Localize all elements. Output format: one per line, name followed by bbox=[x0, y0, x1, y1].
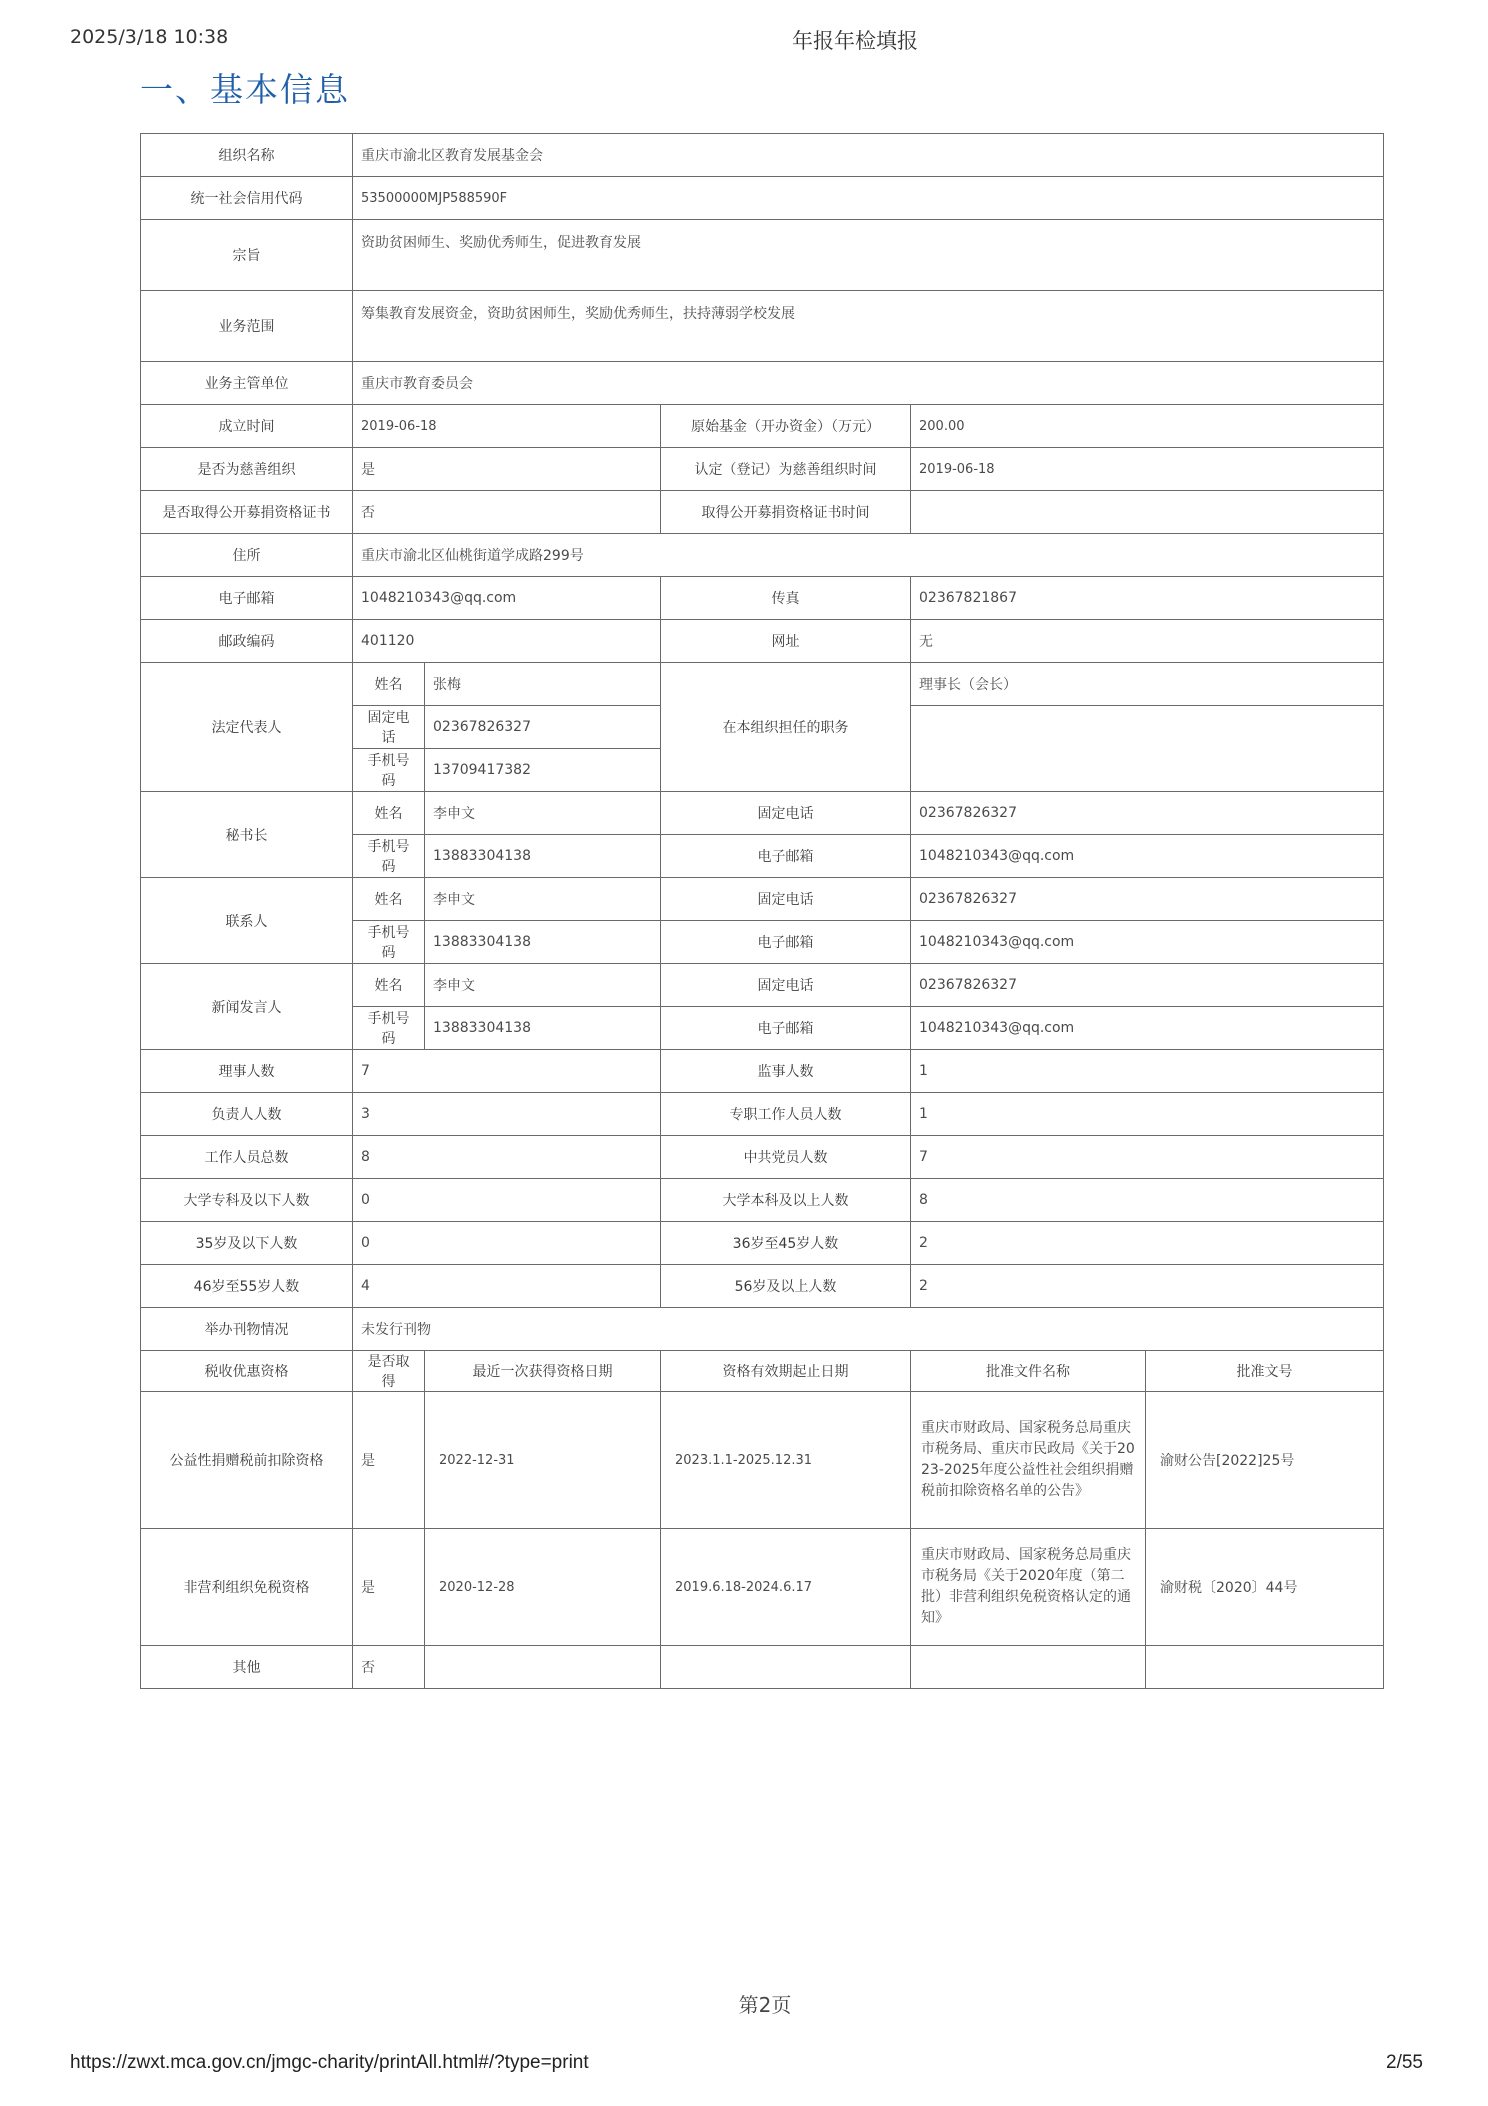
label-supervisor: 业务主管单位 bbox=[141, 362, 353, 405]
label-secretary: 秘书长 bbox=[141, 792, 353, 878]
value-position-blank bbox=[911, 706, 1384, 792]
tax-row-document: 重庆市财政局、国家税务总局重庆市税务局《关于2020年度（第二批）非营利组织免税资格认定的通知》 bbox=[911, 1529, 1146, 1646]
label-secretary-mobile: 手机号码 bbox=[353, 835, 425, 878]
table-row bbox=[141, 1093, 1384, 1136]
value-charity-date: 2019-06-18 bbox=[911, 448, 1384, 491]
value-founded: 2019-06-18 bbox=[353, 405, 661, 448]
value-supervisors: 1 bbox=[911, 1050, 1384, 1093]
table-row bbox=[141, 1179, 1384, 1222]
value-spokesperson-mobile: 13883304138 bbox=[425, 1007, 661, 1050]
value-directors: 7 bbox=[353, 1050, 661, 1093]
table-row bbox=[141, 1136, 1384, 1179]
label-spokesperson-name: 姓名 bbox=[353, 964, 425, 1007]
label-fulltime: 专职工作人员人数 bbox=[661, 1093, 911, 1136]
value-purpose: 资助贫困师生、奖励优秀师生，促进教育发展 bbox=[353, 220, 1384, 291]
label-supervisors: 监事人数 bbox=[661, 1050, 911, 1093]
tax-row-obtained: 否 bbox=[353, 1646, 425, 1689]
tax-header-obtained: 是否取得 bbox=[353, 1351, 425, 1392]
value-age-35-below: 0 bbox=[353, 1222, 661, 1265]
label-legal-rep-mobile: 手机号码 bbox=[353, 749, 425, 792]
value-fax: 02367821867 bbox=[911, 577, 1384, 620]
label-legal-rep-name: 姓名 bbox=[353, 663, 425, 706]
table-row bbox=[141, 620, 1384, 663]
tax-row-validity: 2019.6.18-2024.6.17 bbox=[661, 1529, 911, 1646]
label-below-college: 大学专科及以下人数 bbox=[141, 1179, 353, 1222]
label-fax: 传真 bbox=[661, 577, 911, 620]
tax-row-document bbox=[911, 1646, 1146, 1689]
tax-row-obtained: 是 bbox=[353, 1392, 425, 1529]
label-contact: 联系人 bbox=[141, 878, 353, 964]
tax-row-doc-no bbox=[1146, 1646, 1384, 1689]
value-scope: 筹集教育发展资金，资助贫困师生，奖励优秀师生，扶持薄弱学校发展 bbox=[353, 291, 1384, 362]
label-address: 住所 bbox=[141, 534, 353, 577]
value-email: 1048210343@qq.com bbox=[353, 577, 661, 620]
label-spokesperson-email: 电子邮箱 bbox=[661, 1007, 911, 1050]
label-org-name: 组织名称 bbox=[141, 134, 353, 177]
label-contact-landline: 固定电话 bbox=[661, 878, 911, 921]
tax-row-name: 其他 bbox=[141, 1646, 353, 1689]
value-address: 重庆市渝北区仙桃街道学成路299号 bbox=[353, 534, 1384, 577]
tax-header-document: 批准文件名称 bbox=[911, 1351, 1146, 1392]
tax-row-latest-date: 2022-12-31 bbox=[425, 1392, 661, 1529]
table-row bbox=[141, 448, 1384, 491]
value-party-members: 7 bbox=[911, 1136, 1384, 1179]
table-row bbox=[141, 291, 1384, 362]
tax-header-row bbox=[141, 1351, 1384, 1392]
value-staff-total: 8 bbox=[353, 1136, 661, 1179]
tax-row-name: 非营利组织免税资格 bbox=[141, 1529, 353, 1646]
label-spokesperson-landline: 固定电话 bbox=[661, 964, 911, 1007]
label-party-members: 中共党员人数 bbox=[661, 1136, 911, 1179]
tax-row-latest-date: 2020-12-28 bbox=[425, 1529, 661, 1646]
value-leaders: 3 bbox=[353, 1093, 661, 1136]
label-secretary-name: 姓名 bbox=[353, 792, 425, 835]
table-row bbox=[141, 1529, 1384, 1646]
label-spokesperson: 新闻发言人 bbox=[141, 964, 353, 1050]
value-spokesperson-landline: 02367826327 bbox=[911, 964, 1384, 1007]
label-contact-mobile: 手机号码 bbox=[353, 921, 425, 964]
table-row bbox=[141, 1050, 1384, 1093]
label-leaders: 负责人人数 bbox=[141, 1093, 353, 1136]
tax-row-validity bbox=[661, 1646, 911, 1689]
label-website: 网址 bbox=[661, 620, 911, 663]
tax-row-obtained: 是 bbox=[353, 1529, 425, 1646]
value-secretary-name: 李申文 bbox=[425, 792, 661, 835]
value-legal-rep-position: 理事长（会长） bbox=[911, 663, 1384, 706]
label-contact-name: 姓名 bbox=[353, 878, 425, 921]
value-secretary-email: 1048210343@qq.com bbox=[911, 835, 1384, 878]
value-contact-landline: 02367826327 bbox=[911, 878, 1384, 921]
tax-row-validity: 2023.1.1-2025.12.31 bbox=[661, 1392, 911, 1529]
value-legal-rep-name: 张梅 bbox=[425, 663, 661, 706]
label-charity-date: 认定（登记）为慈善组织时间 bbox=[661, 448, 911, 491]
value-legal-rep-mobile: 13709417382 bbox=[425, 749, 661, 792]
label-scope: 业务范围 bbox=[141, 291, 353, 362]
table-row bbox=[141, 878, 1384, 921]
basic-info-table bbox=[140, 133, 1384, 1689]
label-legal-rep: 法定代表人 bbox=[141, 663, 353, 792]
table-row bbox=[141, 534, 1384, 577]
label-fundraising: 是否取得公开募捐资格证书 bbox=[141, 491, 353, 534]
label-bachelor-above: 大学本科及以上人数 bbox=[661, 1179, 911, 1222]
label-spokesperson-mobile: 手机号码 bbox=[353, 1007, 425, 1050]
label-postcode: 邮政编码 bbox=[141, 620, 353, 663]
value-age-56-above: 2 bbox=[911, 1265, 1384, 1308]
label-legal-rep-landline: 固定电话 bbox=[353, 706, 425, 749]
value-spokesperson-email: 1048210343@qq.com bbox=[911, 1007, 1384, 1050]
table-row bbox=[141, 964, 1384, 1007]
table-row bbox=[141, 134, 1384, 177]
value-secretary-mobile: 13883304138 bbox=[425, 835, 661, 878]
tax-row-doc-no: 渝财公告[2022]25号 bbox=[1146, 1392, 1384, 1529]
label-age-46-55: 46岁至55岁人数 bbox=[141, 1265, 353, 1308]
label-founded: 成立时间 bbox=[141, 405, 353, 448]
tax-header-doc-no: 批准文号 bbox=[1146, 1351, 1384, 1392]
value-initial-fund: 200.00 bbox=[911, 405, 1384, 448]
value-contact-name: 李申文 bbox=[425, 878, 661, 921]
value-legal-rep-landline: 02367826327 bbox=[425, 706, 661, 749]
page-header-title: 年报年检填报 bbox=[792, 29, 918, 53]
value-age-36-45: 2 bbox=[911, 1222, 1384, 1265]
table-row bbox=[141, 663, 1384, 706]
value-fundraising-date bbox=[911, 491, 1384, 534]
label-secretary-email: 电子邮箱 bbox=[661, 835, 911, 878]
label-age-56-above: 56岁及以上人数 bbox=[661, 1265, 911, 1308]
label-fundraising-date: 取得公开募捐资格证书时间 bbox=[661, 491, 911, 534]
label-publications: 举办刊物情况 bbox=[141, 1308, 353, 1351]
value-postcode: 401120 bbox=[353, 620, 661, 663]
table-row bbox=[141, 362, 1384, 405]
page-url: https://zwxt.mca.gov.cn/jmgc-charity/printAll.html#/?type=print bbox=[70, 2052, 589, 2073]
value-spokesperson-name: 李申文 bbox=[425, 964, 661, 1007]
tax-row-document: 重庆市财政局、国家税务总局重庆市税务局、重庆市民政局《关于2023-2025年度公益性社会组织捐赠税前扣除资格名单的公告》 bbox=[911, 1392, 1146, 1529]
tax-row-latest-date bbox=[425, 1646, 661, 1689]
value-fundraising: 否 bbox=[353, 491, 661, 534]
value-contact-email: 1048210343@qq.com bbox=[911, 921, 1384, 964]
label-directors: 理事人数 bbox=[141, 1050, 353, 1093]
table-row bbox=[141, 1265, 1384, 1308]
table-row bbox=[141, 1646, 1384, 1689]
label-email: 电子邮箱 bbox=[141, 577, 353, 620]
value-credit-code: 53500000MJP588590F bbox=[353, 177, 1384, 220]
table-row bbox=[141, 1222, 1384, 1265]
value-supervisor: 重庆市教育委员会 bbox=[353, 362, 1384, 405]
label-age-35-below: 35岁及以下人数 bbox=[141, 1222, 353, 1265]
print-date: 2025/3/18 10:38 bbox=[70, 26, 229, 48]
tax-header-qualification: 税收优惠资格 bbox=[141, 1351, 353, 1392]
label-initial-fund: 原始基金（开办资金）（万元） bbox=[661, 405, 911, 448]
label-age-36-45: 36岁至45岁人数 bbox=[661, 1222, 911, 1265]
page-number: 第2页 bbox=[738, 1993, 792, 2017]
tax-row-doc-no: 渝财税〔2020〕44号 bbox=[1146, 1529, 1384, 1646]
table-row bbox=[141, 220, 1384, 291]
tax-header-latest-date: 最近一次获得资格日期 bbox=[425, 1351, 661, 1392]
value-below-college: 0 bbox=[353, 1179, 661, 1222]
table-row bbox=[141, 792, 1384, 835]
label-is-charity: 是否为慈善组织 bbox=[141, 448, 353, 491]
value-age-46-55: 4 bbox=[353, 1265, 661, 1308]
table-row bbox=[141, 577, 1384, 620]
value-org-name: 重庆市渝北区教育发展基金会 bbox=[353, 134, 1384, 177]
label-secretary-landline: 固定电话 bbox=[661, 792, 911, 835]
value-contact-mobile: 13883304138 bbox=[425, 921, 661, 964]
table-row bbox=[141, 1392, 1384, 1529]
table-row bbox=[141, 491, 1384, 534]
value-bachelor-above: 8 bbox=[911, 1179, 1384, 1222]
label-credit-code: 统一社会信用代码 bbox=[141, 177, 353, 220]
table-row bbox=[141, 177, 1384, 220]
label-staff-total: 工作人员总数 bbox=[141, 1136, 353, 1179]
label-position-in-org: 在本组织担任的职务 bbox=[661, 663, 911, 792]
value-is-charity: 是 bbox=[353, 448, 661, 491]
value-publications: 未发行刊物 bbox=[353, 1308, 1384, 1351]
tax-row-name: 公益性捐赠税前扣除资格 bbox=[141, 1392, 353, 1529]
tax-header-validity: 资格有效期起止日期 bbox=[661, 1351, 911, 1392]
label-purpose: 宗旨 bbox=[141, 220, 353, 291]
section-title: 一、基本信息 bbox=[140, 70, 350, 109]
value-website: 无 bbox=[911, 620, 1384, 663]
label-contact-email: 电子邮箱 bbox=[661, 921, 911, 964]
value-fulltime: 1 bbox=[911, 1093, 1384, 1136]
table-row bbox=[141, 1308, 1384, 1351]
value-secretary-landline: 02367826327 bbox=[911, 792, 1384, 835]
page-count: 2/55 bbox=[1386, 2052, 1423, 2073]
table-row bbox=[141, 405, 1384, 448]
